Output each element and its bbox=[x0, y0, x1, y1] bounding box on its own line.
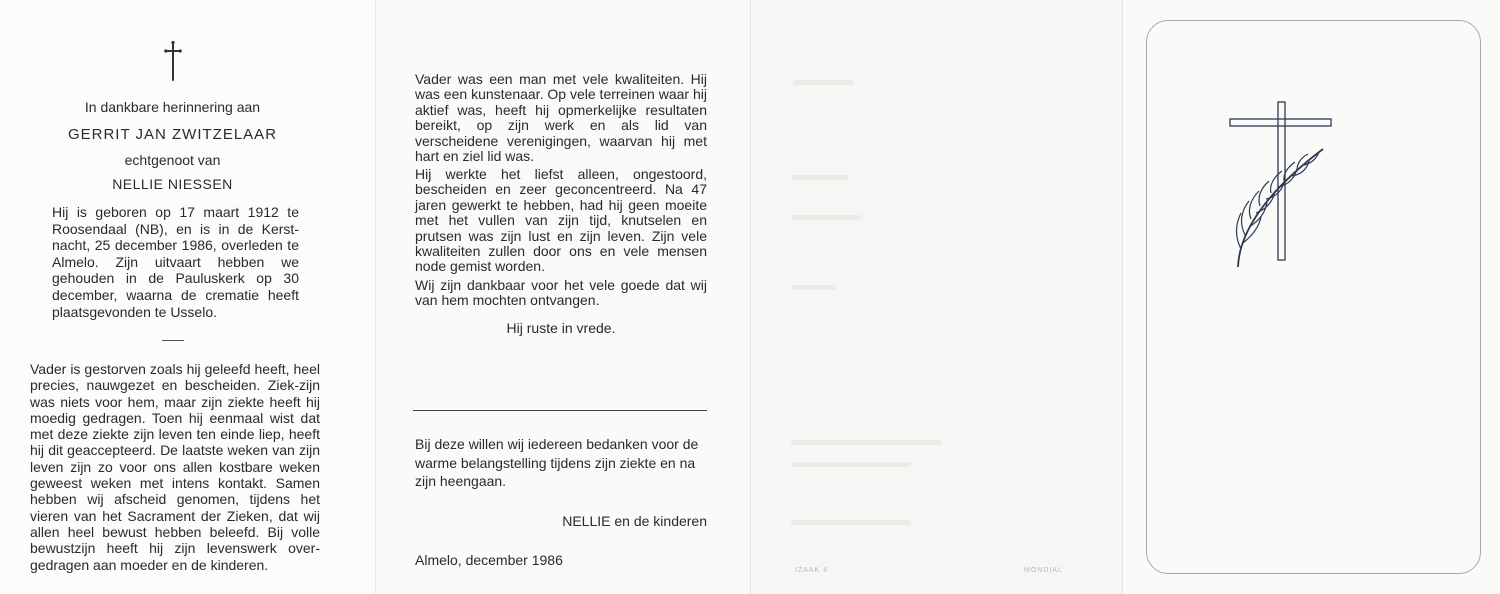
left-panel bbox=[0, 0, 375, 594]
spouse-name: NELLIE NIESSEN bbox=[112, 176, 233, 192]
printer-mark-right: MONDIAL bbox=[1024, 567, 1063, 574]
cross-with-palm-branch-icon bbox=[1227, 99, 1339, 271]
rest-in-peace-line: Hij ruste in vrede. bbox=[506, 320, 616, 336]
intro-line: In dankbare herinnering aan bbox=[84, 99, 261, 115]
show-through-mark bbox=[791, 462, 911, 467]
place-date: Almelo, december 1986 bbox=[415, 552, 563, 568]
show-through-mark bbox=[791, 175, 849, 180]
show-through-mark bbox=[791, 285, 836, 290]
show-through-mark bbox=[791, 215, 861, 220]
thanks-text: Bij deze willen wij iedereen bedanken voor de warme belangstelling tijdens zijn ziekte en na zijn heengaan. bbox=[415, 436, 699, 489]
deceased-name: GERRIT JAN ZWITZELAAR bbox=[67, 126, 278, 143]
spouse-label: echtgenoot van bbox=[124, 152, 221, 168]
gratitude-paragraph: Wij zijn dankbaar voor het vele goede dat wij van hem mochten ontvangen. bbox=[415, 277, 707, 309]
middle-panel bbox=[375, 0, 750, 594]
printer-mark-left: IZAAK 4 bbox=[795, 567, 829, 574]
biography-text: Hij is geboren op 17 maart 1912 te Roosendaal (NB), en is in de Kerstnacht, 25 december 1986, overleden te Almelo. Zijn uitvaart hebben we gehouden in de Pauluskerk op 30 december, waarna de crematie heeft plaatsgevonden te Usselo. bbox=[52, 204, 299, 320]
show-through-mark bbox=[791, 520, 911, 525]
qualities-paragraph: Vader was een man met vele kwaliteiten. Hij was een kunstenaar. Op vele terreinen waar hij aktief was, heeft hij opmerkelijke resultaten bereikt, op zijn werk en als lid van verscheidene verenigingen, waarvan hij met hart en ziel lid was. bbox=[415, 71, 707, 165]
show-through-mark bbox=[791, 440, 941, 445]
divider-dash bbox=[162, 340, 184, 341]
signature: NELLIE en de kinderen bbox=[562, 513, 707, 529]
memorial-paragraph: Vader is gestorven zoals hij geleefd heeft, heel precies, nauwgezet en bescheiden. Ziek-zijn was niets voor hem, maar zijn ziekte heeft hij moedig gedragen. Toen hij eenmaal wist dat met deze ziekte zijn leven ten einde liep, heeft hij dit geaccepteerd. De laatste weken van zijn leven zijn zo voor ons allen kostbare weken geweest weken met intens kontakt. Samen hebben wij afscheid genomen, tijdens het vieren van het Sacrament der Zieken, dat wij allen heel bewust hebben beleefd. Bij volle bewustzijn heeft hij zijn levenswerk overgedragen aan moeder en de kinderen. bbox=[30, 361, 320, 573]
cover-frame bbox=[1146, 20, 1481, 574]
divider-rule bbox=[413, 410, 707, 411]
show-through-mark bbox=[793, 80, 853, 85]
small-cross-icon bbox=[163, 40, 183, 82]
blank-panel bbox=[750, 0, 1122, 594]
work-paragraph: Hij werkte het liefst alleen, ongestoord, bescheiden en zeer geconcentreerd. Na 47 jaren gewerkt te hebben, had hij geen moeite met het vullen van zijn tijd, knutselen en prutsen was zijn lust en zijn leven. Zijn vele kwaliteiten zullen door ons en vele mensen node gemist worden. bbox=[415, 166, 707, 275]
cover-panel bbox=[1122, 0, 1500, 594]
